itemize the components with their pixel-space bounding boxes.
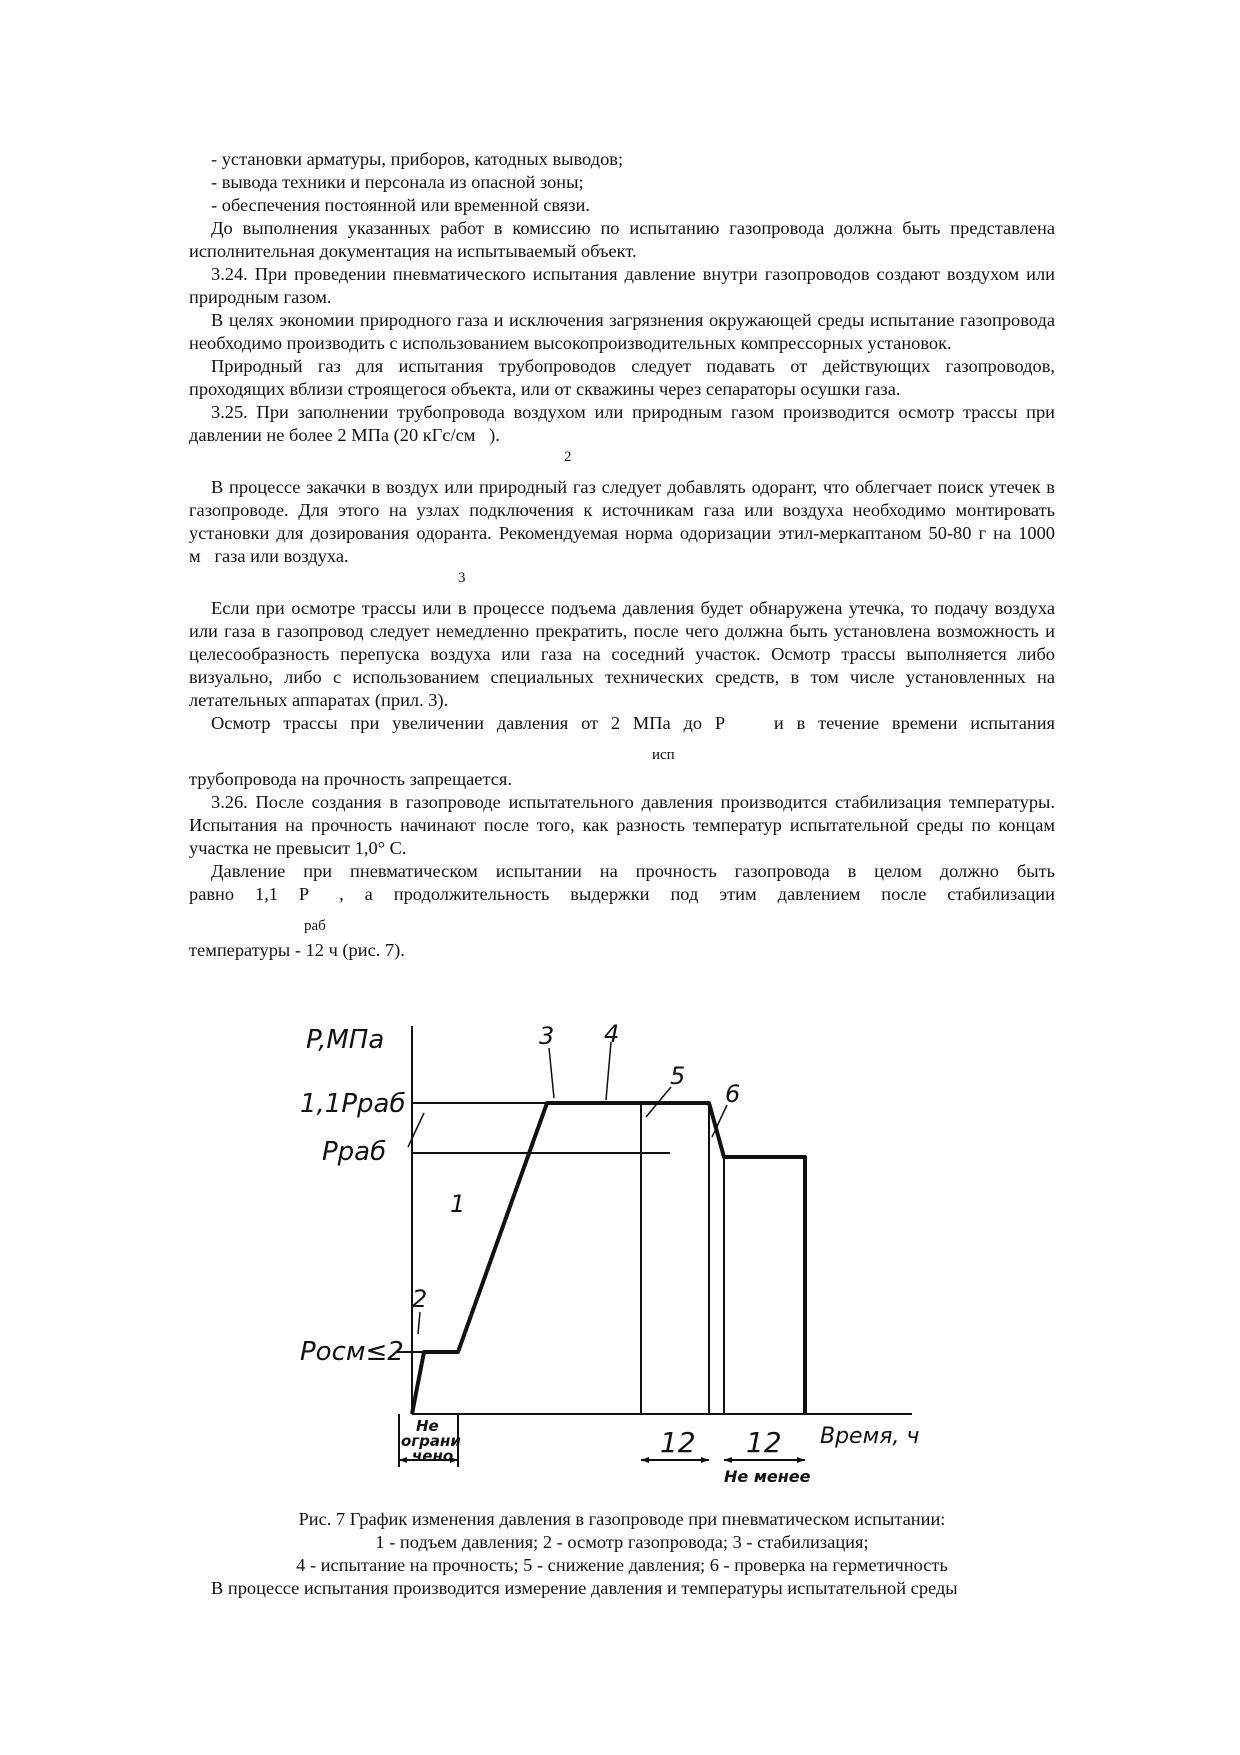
curve-label-1: 1 [450, 1190, 466, 1218]
arrow-head [724, 1457, 732, 1463]
paragraph: В процессе испытания производится измерение давления и температуры испытательной среды [211, 1578, 958, 1598]
paragraph: Природный газ для испытания трубопроводов следует подавать от действующих газопроводов, проходящих вблизи строящегося объекта, или от скважины через сепараторы осушки газа. [189, 356, 1055, 399]
subscript-isp: исп [652, 747, 675, 763]
document-body-continued [189, 1577, 1055, 1600]
paragraph: Если при осмотре трассы или в процессе подъема давления будет обнаружена утечка, то подачу воздуха или газа в газопровод следует немедленно прекратить, после чего должна быть установлена возможность и целесообразность перепуска воздуха или газа на соседний участок. Осмотр трассы выполняется либо визуально, либо с использованием специальных технических средств, в том числе установленных на летательных аппаратах (прил. 3). [189, 598, 1055, 710]
list-item: - обеспечения постоянной или временной связи. [211, 195, 590, 215]
x-axis-label: Время, ч [820, 1424, 920, 1449]
paragraph-3-25 [189, 401, 1055, 447]
curve-label-2: 2 [412, 1285, 428, 1313]
paragraph-text: 3.25. При заполнении трубопровода воздухом или природным газом производится осмотр трассы при давлении не более 2 МПа (20 кГс/см [189, 402, 1055, 445]
paragraph-text: и в течение времени испытания [773, 713, 1055, 733]
paragraph-3-26: 3.26. После создания в газопроводе испытательного давления производится стабилизация температуры. Испытания на прочность начинают после того, как разность температур испытательной среды по концам участка не превысит 1,0° С. [189, 792, 1055, 858]
y-axis-label: P,МПа [306, 1025, 385, 1055]
arrow-head [641, 1457, 649, 1463]
caption-line: 1 - подъем давления; 2 - осмотр газопровода; 3 - стабилизация; [375, 1532, 869, 1552]
paragraph-text: трубопровода на прочность запрещается. [189, 769, 512, 789]
dim-label-unlimited: ограни [401, 1432, 461, 1450]
paragraph-text: Давление при пневматическом испытании на прочность газопровода в целом должно быть [211, 861, 1055, 881]
list-item: - вывода техники и персонала из опасной зоны; [211, 172, 584, 192]
paragraph-text: равно 1,1 Р [189, 884, 310, 904]
paragraph-text: В процессе закачки в воздух или природный газ следует добавлять одорант, что облегчает поиск утечек в газопроводе. Для этого на узлах подключения к источникам газа или воздуха необходимо монтировать установки для дозирования одоранта. Рекомендуемая норма одоризации этил-меркаптаном 50-80 г на 1000 м [189, 477, 1055, 566]
dim-label-12-b: 12 [746, 1426, 782, 1459]
leader-line-1 [408, 1113, 424, 1147]
paragraph-text: температуры - 12 ч (рис. 7). [189, 940, 405, 960]
arrow-head [399, 1457, 407, 1463]
y-tick-posm: Pосм≤2 [300, 1337, 404, 1367]
curve-label-6: 6 [725, 1080, 741, 1108]
dim-label-unlimited: Не [416, 1417, 439, 1435]
dim-label-12-a: 12 [660, 1426, 696, 1459]
arrow-head [701, 1457, 709, 1463]
paragraph: В целях экономии природного газа и исключения загрязнения окружающей среды испытание газопровода необходимо производить с использованием высокопроизводительных компрессорных установок. [189, 310, 1055, 353]
caption-line: 4 - испытание на прочность; 5 - снижение давления; 6 - проверка на герметичность [296, 1555, 948, 1575]
y-tick-prab: Pраб [322, 1137, 387, 1167]
paragraph-text: Осмотр трассы при увеличении давления от 2 МПа до Р [211, 713, 726, 733]
superscript-3: 3 [458, 570, 466, 586]
subscript-rab: раб [304, 918, 326, 934]
paragraph: До выполнения указанных работ в комиссию по испытанию газопровода должна быть представлена исполнительная документация на испытываемый объект. [189, 218, 1055, 261]
curve-label-4: 4 [604, 1020, 620, 1048]
pressure-curve [412, 1103, 805, 1414]
paragraph [189, 712, 1055, 735]
paragraph-3-24: 3.24. При проведении пневматического испытания давление внутри газопроводов создают воздухом или природным газом. [189, 264, 1055, 307]
leader-line-2 [418, 1312, 420, 1334]
curve-label-5: 5 [670, 1062, 686, 1090]
document-body [189, 148, 1055, 962]
superscript-2: 2 [564, 449, 572, 465]
arrow-head [797, 1457, 805, 1463]
paragraph [189, 883, 1055, 906]
pressure-graph [300, 1012, 960, 1510]
caption-line: Рис. 7 График изменения давления в газопроводе при пневматическом испытании: [298, 1509, 946, 1529]
paragraph-text: , а продолжительность выдержки под этим давлением после стабилизации [339, 884, 1055, 904]
paragraph-odorant [189, 476, 1055, 568]
dim-label-not-less: Не менее [724, 1467, 811, 1486]
dim-label-unlimited: чено [412, 1447, 454, 1465]
list-item: - установки арматуры, приборов, катодных выводов; [211, 149, 624, 169]
y-tick-1-1prab: 1,1Pраб [300, 1089, 406, 1119]
figure-caption [189, 1508, 1055, 1577]
leader-line-3 [549, 1048, 554, 1098]
leader-line-4 [606, 1042, 611, 1100]
pressure-graph-svg [300, 1012, 960, 1510]
paragraph-text: ). [489, 425, 500, 445]
curve-label-3: 3 [539, 1022, 555, 1050]
paragraph-text: газа или воздуха. [214, 546, 349, 566]
